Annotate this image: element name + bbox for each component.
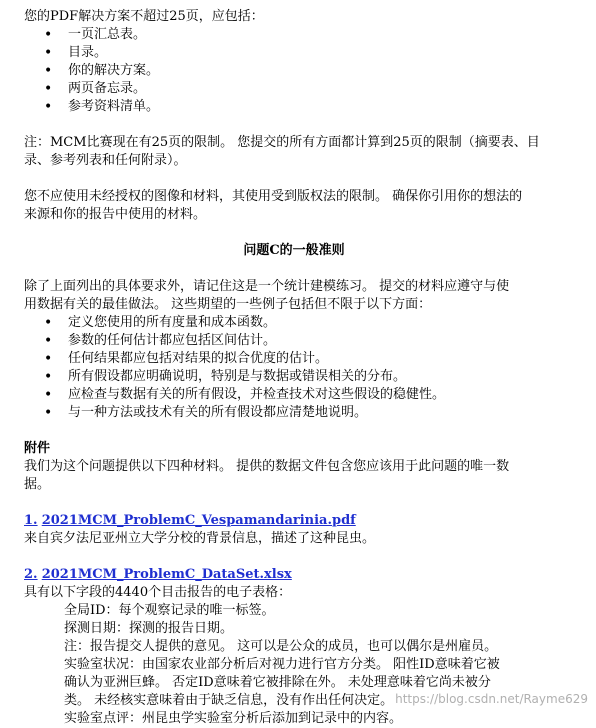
attachment-number: 1. bbox=[24, 513, 38, 528]
document-page bbox=[24, 8, 564, 728]
guideline-list bbox=[24, 314, 564, 422]
field-lab-comments: 实验室点评：州昆虫学实验室分析后添加到记录中的内容。 bbox=[64, 711, 403, 726]
copyright-note-line: 您不应使用未经授权的图像和材料，其使用受到版权法的限制。 确保你引用你的想法的 bbox=[24, 189, 523, 204]
list-item: • 目录。 bbox=[44, 44, 564, 62]
field-lab-status: 实验室状况：由国家农业部分析后对视力进行官方分类。 阳性ID意味着它被 bbox=[64, 657, 500, 672]
spacer bbox=[24, 494, 564, 512]
field-lab-status-cont: 确认为亚洲巨蜂。 否定ID意味着它被排除在外。 未处理意味着它尚未被分 bbox=[64, 675, 491, 690]
spacer bbox=[24, 260, 564, 278]
attachments-heading: 附件 bbox=[24, 441, 51, 456]
attachments-intro-line: 据。 bbox=[24, 477, 51, 492]
spacer bbox=[24, 170, 564, 188]
attachment-link-pdf[interactable]: 2021MCM_ProblemC_Vespamandarinia.pdf bbox=[41, 513, 356, 528]
list-item: • 一页汇总表。 bbox=[44, 26, 564, 44]
attachment-desc: 具有以下字段的4440个目击报告的电子表格： bbox=[24, 585, 292, 600]
watermark: https://blog.csdn.net/Rayme629 bbox=[395, 692, 588, 706]
attachment-number: 2. bbox=[24, 567, 38, 582]
spacer bbox=[24, 224, 564, 242]
copyright-note-line: 来源和你的报告中使用的材料。 bbox=[24, 207, 207, 222]
spacer bbox=[24, 116, 564, 134]
section-title: 问题C的一般准则 bbox=[243, 243, 345, 258]
attachments-intro-line: 我们为这个问题提供以下四种材料。 提供的数据文件包含您应该用于此问题的唯一数 bbox=[24, 459, 510, 474]
page-limit-note-line: 注：MCM比赛现在有25页的限制。 您提交的所有方面都计算到25页的限制（摘要表、目 bbox=[24, 135, 540, 150]
attachment-item-2 bbox=[24, 566, 564, 584]
intro-text: 您的PDF解决方案不超过25页，应包括： bbox=[24, 9, 264, 24]
attachment-link-xlsx[interactable]: 2021MCM_ProblemC_DataSet.xlsx bbox=[41, 567, 292, 582]
list-item: • 你的解决方案。 bbox=[44, 62, 564, 80]
spacer bbox=[24, 422, 564, 440]
guideline-intro-line: 除了上面列出的具体要求外，请记住这是一个统计建模练习。 提交的材料应遵守与使 bbox=[24, 279, 510, 294]
list-item: • 与一种方法或技术有关的所有假设都应清楚地说明。 bbox=[44, 404, 564, 422]
attachment-item-1 bbox=[24, 512, 564, 530]
list-item: • 任何结果都应包括对结果的拟合优度的估计。 bbox=[44, 350, 564, 368]
field-global-id: 全局ID：每个观察记录的唯一标签。 bbox=[64, 603, 275, 618]
list-item: • 所有假设都应明确说明，特别是与数据或错误相关的分布。 bbox=[44, 368, 564, 386]
include-list bbox=[24, 26, 564, 116]
list-item: • 定义您使用的所有度量和成本函数。 bbox=[44, 314, 564, 332]
attachment-desc: 来自宾夕法尼亚州立大学分校的背景信息，描述了这种昆虫。 bbox=[24, 531, 376, 546]
list-item: • 两页备忘录。 bbox=[44, 80, 564, 98]
field-notes: 注：报告提交人提供的意见。 这可以是公众的成员，也可以偶尔是州雇员。 bbox=[64, 639, 498, 654]
guideline-intro-line: 用数据有关的最佳做法。 这些期望的一些例子包括但不限于以下方面： bbox=[24, 297, 432, 312]
field-detection-date: 探测日期：探测的报告日期。 bbox=[64, 621, 234, 636]
list-item: • 应检查与数据有关的所有假设，并检查技术对这些假设的稳健性。 bbox=[44, 386, 564, 404]
spacer bbox=[24, 548, 564, 566]
list-item: • 参数的任何估计都应包括区间估计。 bbox=[44, 332, 564, 350]
list-item: • 参考资料清单。 bbox=[44, 98, 564, 116]
page-limit-note-line: 录、参考列表和任何附录）。 bbox=[24, 153, 187, 168]
field-lab-status-cont: 类。 未经核实意味着由于缺乏信息，没有作出任何决定。 bbox=[64, 693, 394, 708]
